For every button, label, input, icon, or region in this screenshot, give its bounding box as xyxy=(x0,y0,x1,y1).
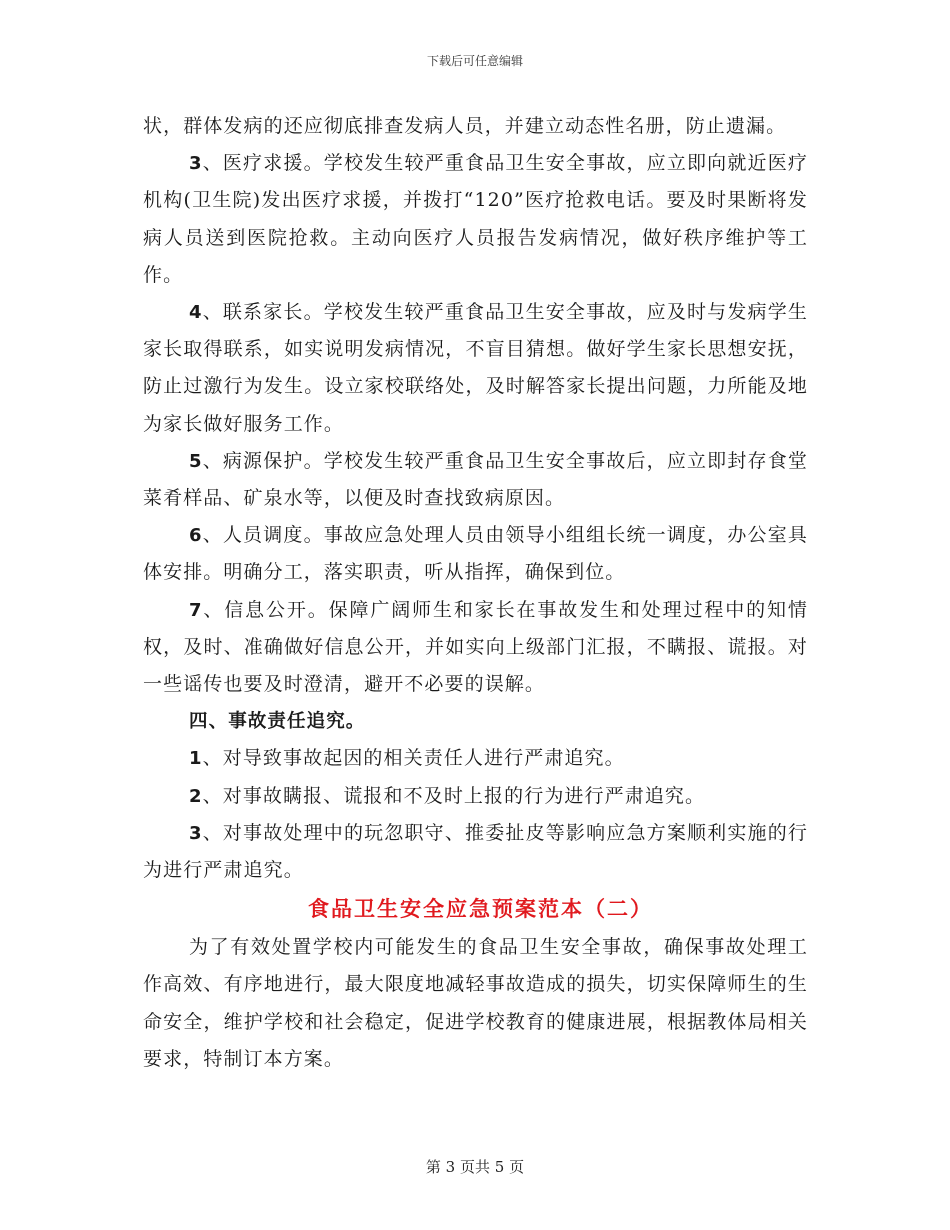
paragraph-continued: 状，群体发病的还应彻底排查发病人员，并建立动态性名册，防止遗漏。 xyxy=(143,115,787,137)
list-item-contact-parents xyxy=(143,294,808,443)
page-header: 下载后可任意编辑 xyxy=(426,54,523,68)
item-text: 、对事故瞒报、谎报和不及时上报的行为进行严肃追究。 xyxy=(202,784,706,807)
item-number: 1 xyxy=(189,748,203,770)
item-text: 、对事故处理中的玩忽职守、推委扯皮等影响应急方案顺利实施的行为进行严肃追究。 xyxy=(143,821,808,882)
list-item-staff-dispatch xyxy=(143,517,808,591)
item-text: 、信息公开。保障广阔师生和家长在事故发生和处理过程中的知情权，及时、准确做好信息公开，并如实向上级部门汇报，不瞒报、谎报。对一些谣传也要及时澄清，避开不必要的误解。 xyxy=(143,598,808,696)
item-number: 6 xyxy=(189,525,203,547)
document-title: 食品卫生安全应急预案范本（二） xyxy=(308,897,653,922)
list-item-accountability-2 xyxy=(143,778,808,815)
intro-paragraph: 为了有效处置学校内可能发生的食品卫生安全事故，确保事故处理工作高效、有序地进行，最大限度地减轻事故造成的损失，切实保障师生的生命安全，维护学校和社会稳定，促进学校教育的健康进展，根据教体局相关要求，特制订本方案。 xyxy=(143,936,808,1070)
item-number: 5 xyxy=(189,450,203,472)
item-number: 3 xyxy=(189,153,203,175)
list-item-accountability-1 xyxy=(143,740,808,777)
document-body xyxy=(143,108,808,1078)
section-heading-accountability: 四、事故责任追究。 xyxy=(189,711,366,733)
list-item-accountability-3 xyxy=(143,815,808,889)
item-number: 3 xyxy=(189,822,203,844)
item-number: 4 xyxy=(189,302,203,324)
item-number: 7 xyxy=(189,599,203,621)
list-item-medical-aid xyxy=(143,145,808,294)
page-footer: 第 3 页共 5 页 xyxy=(425,1158,525,1176)
item-text: 、人员调度。事故应急处理人员由领导小组组长统一调度，办公室具体安排。明确分工，落实职责，听从指挥，确保到位。 xyxy=(143,524,808,584)
list-item-info-disclosure xyxy=(143,592,808,704)
item-number: 2 xyxy=(189,785,203,807)
item-text: 、病源保护。学校发生较严重食品卫生安全事故后，应立即封存食堂菜肴样品、矿泉水等，以便及时查找致病原因。 xyxy=(143,449,808,510)
item-text: 、联系家长。学校发生较严重食品卫生安全事故，应及时与发病学生家长取得联系，如实说明发病情况，不盲目猜想。做好学生家长思想安抚，防止过激行为发生。设立家校联络处，及时解答家长提出问题，力所能及地为家长做好服务工作。 xyxy=(143,301,808,435)
item-text: 、医疗求援。学校发生较严重食品卫生安全事故，应立即向就近医疗机构(卫生院)发出医疗求援，并拨打“120”医疗抢救电话。要及时果断将发病人员送到医院抢救。主动向医疗人员报告发病情况，做好秩序维护等工作。 xyxy=(143,152,808,286)
list-item-source-protection xyxy=(143,443,808,517)
item-text: 、对导致事故起因的相关责任人进行严肃追究。 xyxy=(202,747,625,770)
